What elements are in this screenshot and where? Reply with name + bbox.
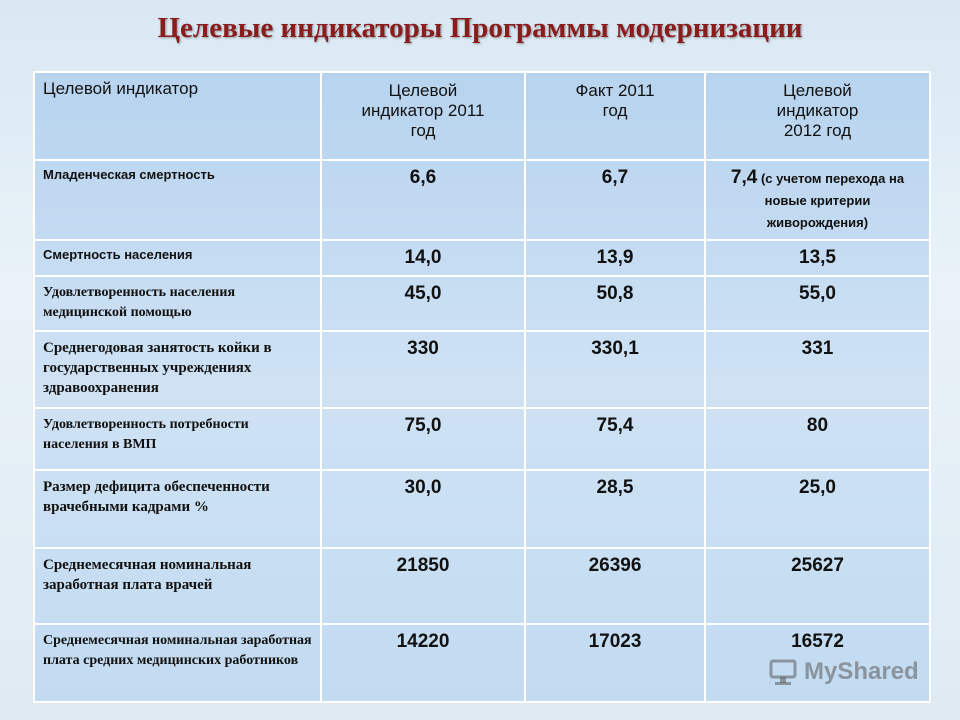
table-row (34, 331, 930, 408)
value-target-2012: 25,0 (705, 470, 930, 548)
row-label: Размер дефицита обеспеченности врачебными кадрами % (34, 470, 321, 548)
row-label: Удовлетворенность населения медицинской помощью (34, 276, 321, 331)
value-fact-2011: 28,5 (525, 470, 705, 548)
table-row (34, 160, 930, 240)
table-row (34, 408, 930, 470)
value-target-2012: 80 (705, 408, 930, 470)
table-row (34, 240, 930, 276)
value-fact-2011: 75,4 (525, 408, 705, 470)
value-target-2012 (705, 160, 930, 240)
value-fact-2011: 330,1 (525, 331, 705, 408)
value-main: 7,4 (730, 167, 758, 188)
row-label: Смертность населения (34, 240, 321, 276)
value-target-2012: 331 (705, 331, 930, 408)
row-label: Среднегодовая занятость койки в государственных учреждениях здравоохранения (34, 331, 321, 408)
value-target-2011: 45,0 (321, 276, 525, 331)
presentation-icon (768, 657, 798, 687)
table-row (34, 548, 930, 624)
value-target-2011: 14,0 (321, 240, 525, 276)
table-row (34, 470, 930, 548)
value-fact-2011: 13,9 (525, 240, 705, 276)
value-target-2012: 13,5 (705, 240, 930, 276)
value-note: (с учетом перехода на новые критерии живорождения) (757, 171, 905, 230)
row-label: Среднемесячная номинальная заработная плата средних медицинских работников (34, 624, 321, 702)
header-indicator: Целевой индикатор (34, 72, 321, 160)
value-target-2012: 25627 (705, 548, 930, 624)
value-target-2012: 55,0 (705, 276, 930, 331)
page-title: Целевые индикаторы Программы модернизации (157, 12, 803, 44)
header-fact-2011: Факт 2011 год (525, 72, 705, 160)
indicators-table (33, 71, 931, 703)
value-target-2012: 16572 (705, 624, 930, 702)
value-fact-2011: 26396 (525, 548, 705, 624)
value-target-2011: 6,6 (321, 160, 525, 240)
watermark-text: MyShared (804, 658, 919, 685)
table-row (34, 276, 930, 331)
value-fact-2011: 17023 (525, 624, 705, 702)
value-target-2011: 75,0 (321, 408, 525, 470)
value-target-2011: 30,0 (321, 470, 525, 548)
row-label: Удовлетворенность потребности населения в ВМП (34, 408, 321, 470)
value-target-2011: 330 (321, 331, 525, 408)
row-label: Младенческая смертность (34, 160, 321, 240)
row-label: Среднемесячная номинальная заработная плата врачей (34, 548, 321, 624)
watermark (768, 656, 919, 688)
header-target-2011: Целевой индикатор 2011 год (321, 72, 525, 160)
value-target-2011: 14220 (321, 624, 525, 702)
value-fact-2011: 6,7 (525, 160, 705, 240)
header-target-2012: Целевой индикатор 2012 год (705, 72, 930, 160)
table-header-row (34, 72, 930, 160)
value-fact-2011: 50,8 (525, 276, 705, 331)
value-target-2011: 21850 (321, 548, 525, 624)
